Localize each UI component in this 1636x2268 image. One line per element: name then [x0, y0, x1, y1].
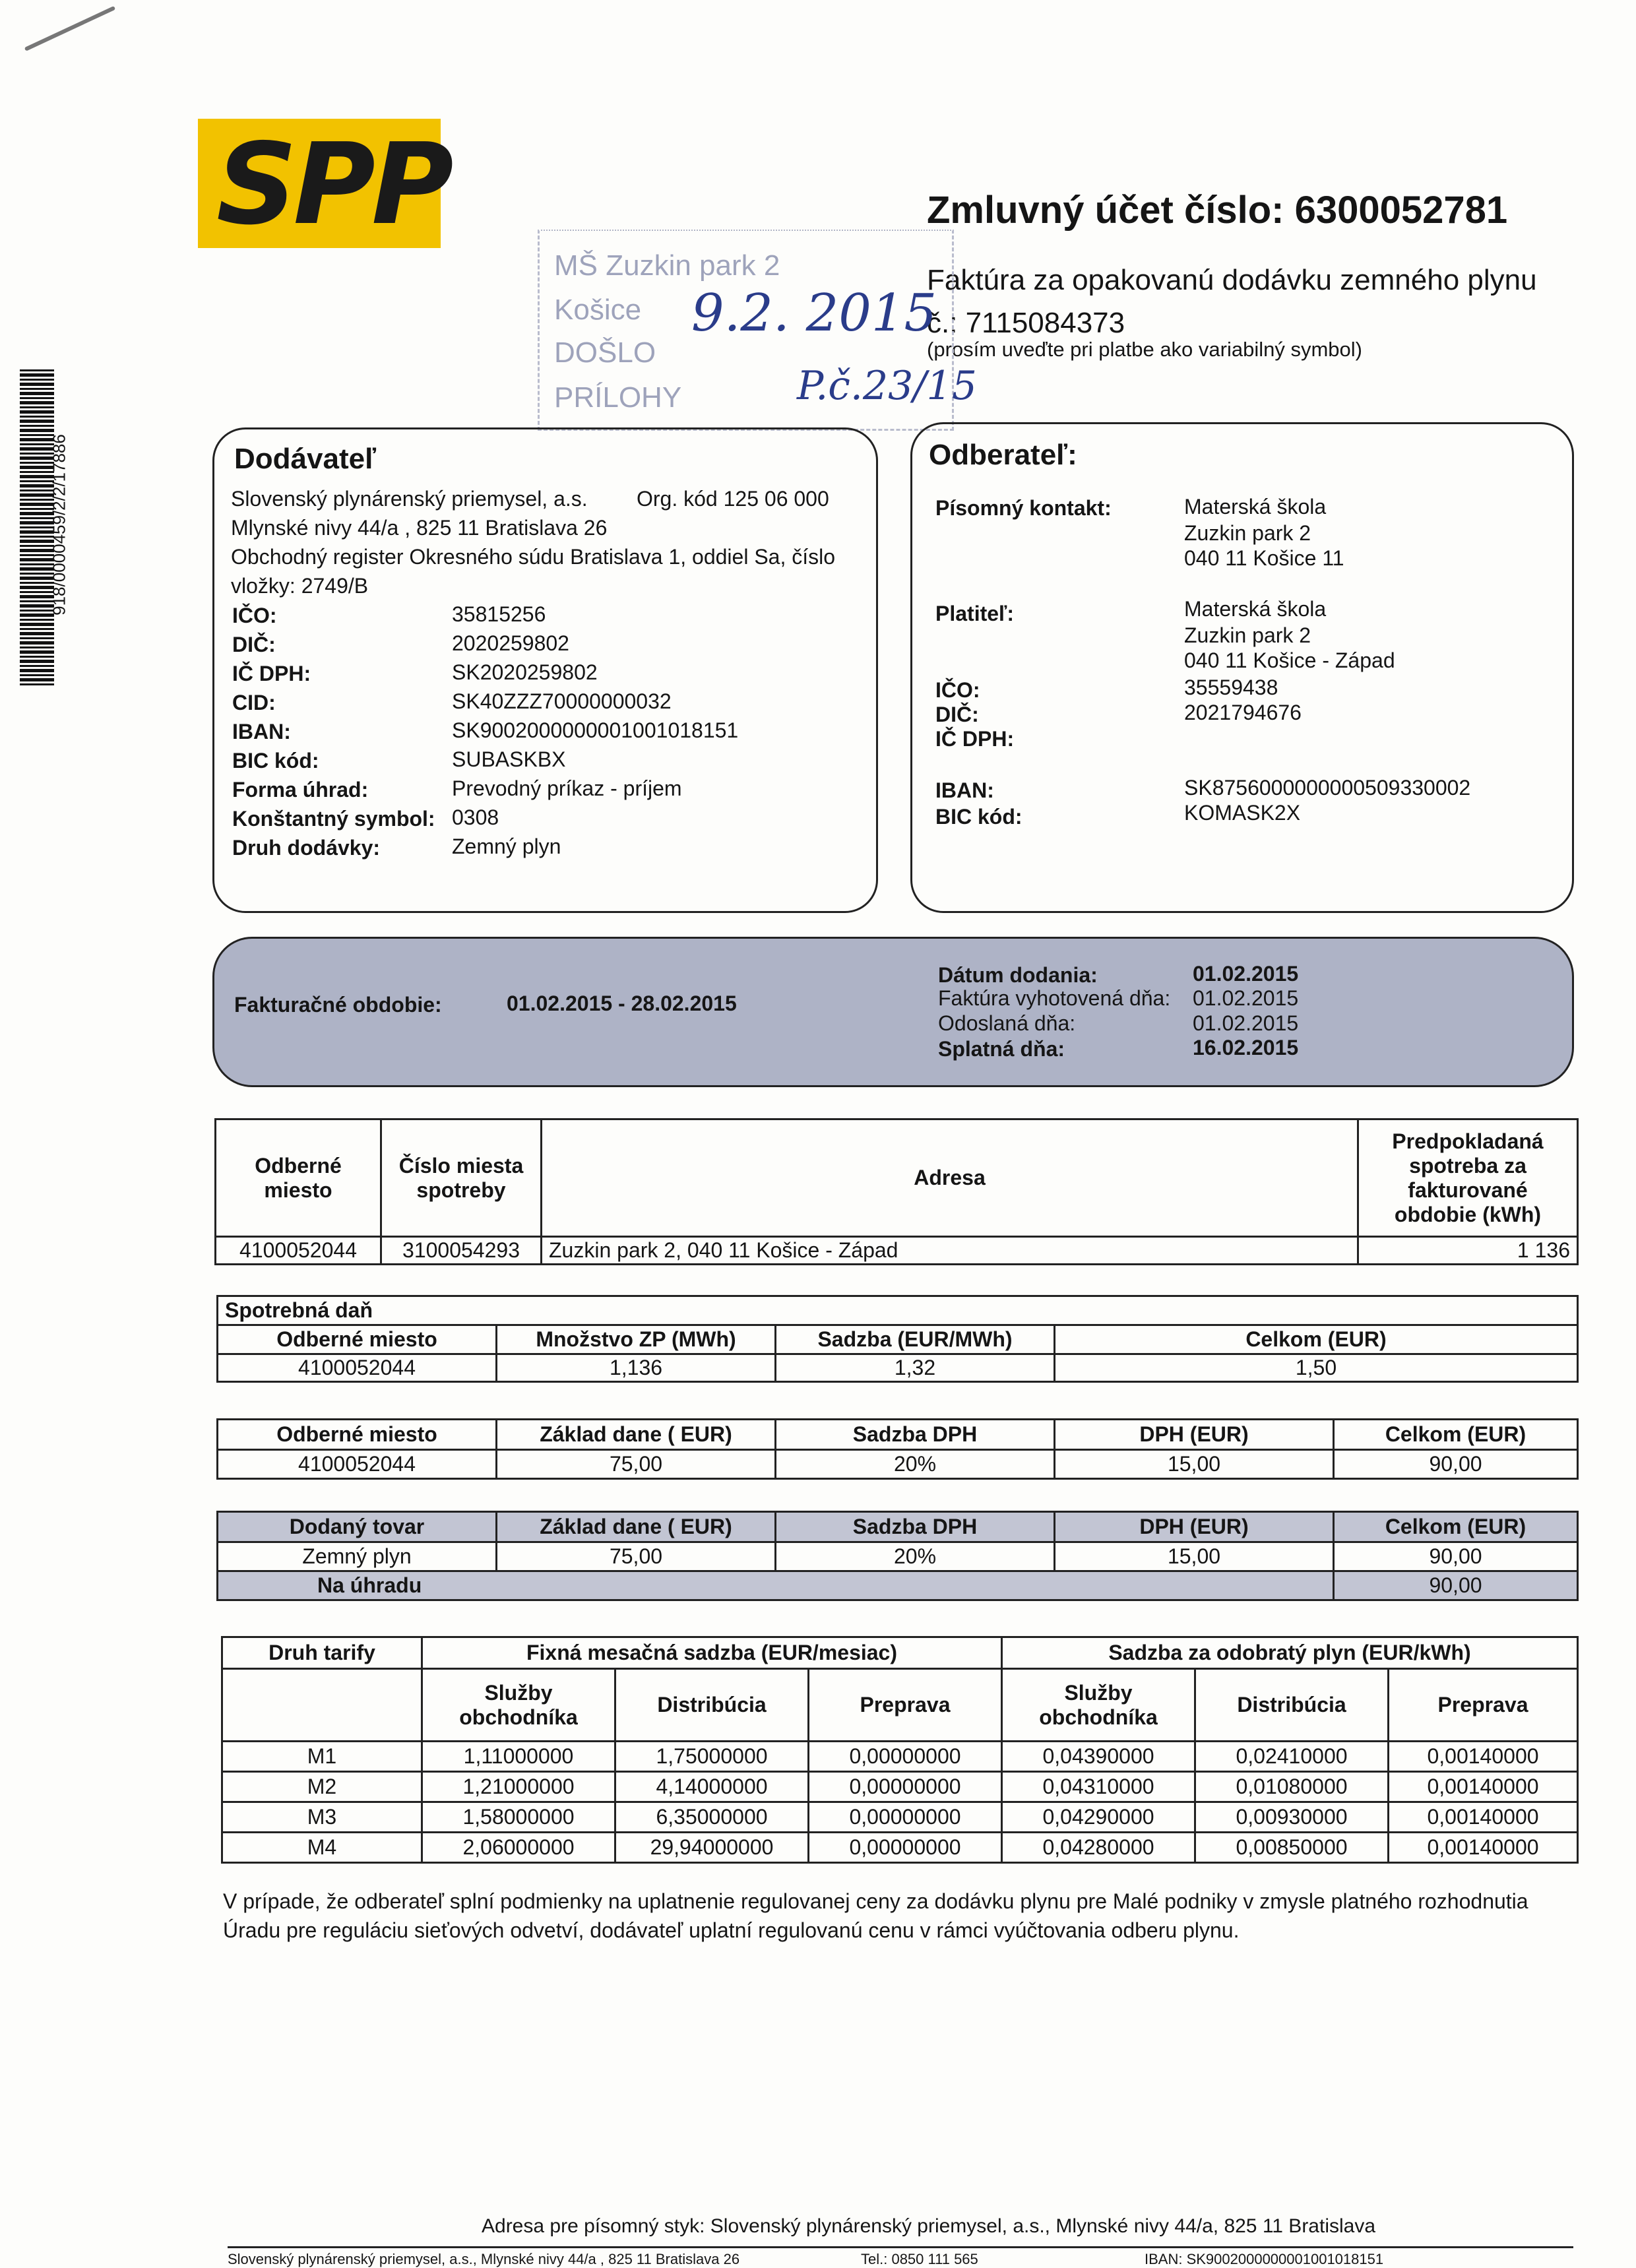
footer-phone: Tel.: 0850 111 565: [861, 2251, 978, 2267]
supplier-field-label: DIČ:: [232, 633, 276, 656]
payer-line: 040 11 Košice - Západ: [1184, 648, 1395, 672]
delivery-label: Dátum dodania:: [938, 963, 1098, 987]
excise-rate: 1,32: [776, 1354, 1055, 1382]
th-place: Odberné miesto: [216, 1119, 381, 1237]
account-number: 6300052781: [1294, 189, 1508, 232]
tariff-row: [222, 1742, 1578, 1772]
goods-name: Zemný plyn: [218, 1542, 497, 1571]
tariff-type: M1: [222, 1742, 422, 1772]
tariff-rate: 0,00850000: [1195, 1833, 1389, 1863]
th-excise-amount: Množstvo ZP (MWh): [497, 1325, 776, 1354]
supplier-field-value: SUBASKBX: [452, 747, 566, 771]
barcode-number: 918/0000459/2/2/17886: [49, 434, 69, 615]
amount-due: 90,00: [1334, 1571, 1578, 1600]
supplier-org-code: Org. kód 125 06 000: [637, 487, 829, 511]
goods-rate: 20%: [776, 1542, 1055, 1571]
th-vat-rate: Sadzba DPH: [776, 1420, 1055, 1450]
goods-vat: 15,00: [1055, 1542, 1334, 1571]
place-address: Zuzkin park 2, 040 11 Košice - Západ: [542, 1237, 1358, 1265]
tariff-rate: 0,00930000: [1195, 1802, 1389, 1833]
handwritten-ref: P.č.23/15: [797, 363, 977, 409]
tariff-rate: 0,02410000: [1195, 1742, 1389, 1772]
supplier-field-value: SK40ZZZ70000000032: [452, 689, 672, 713]
stamp-line: PRÍLOHY: [554, 381, 682, 414]
vat-table: [216, 1418, 1579, 1480]
stamp-line: DOŠLO: [554, 336, 656, 369]
tariff-rate: 0,00000000: [809, 1833, 1002, 1863]
goods-base: 75,00: [497, 1542, 776, 1571]
contact-line: Zuzkin park 2: [1184, 521, 1311, 545]
footer-company-name: Slovenský plynárenský priemysel, a.s., Mlynské nivy 44/a , 825 11 Bratislava 26: [228, 2251, 740, 2267]
customer-iban: SK8756000000000509330002: [1184, 776, 1471, 800]
tariff-rate: 1,21000000: [422, 1772, 615, 1802]
tariff-rate: 0,04280000: [1002, 1833, 1195, 1863]
vat-base: 75,00: [497, 1450, 776, 1479]
th-excise-rate: Sadzba (EUR/MWh): [776, 1325, 1055, 1354]
customer-ico-label: IČO:: [935, 678, 980, 702]
customer-dic-label: DIČ:: [935, 703, 979, 726]
tariff-type: M3: [222, 1802, 422, 1833]
spp-logo: [198, 119, 450, 250]
vat-amount: 15,00: [1055, 1450, 1334, 1479]
received-stamp: [538, 230, 977, 431]
period-value: 01.02.2015 - 28.02.2015: [507, 992, 737, 1015]
goods-total: 90,00: [1334, 1542, 1578, 1571]
tariff-rate: 6,35000000: [615, 1802, 809, 1833]
sent-date: 01.02.2015: [1193, 1011, 1299, 1035]
excise-total: 1,50: [1055, 1354, 1578, 1382]
place-id: 4100052044: [216, 1237, 381, 1265]
th-fixed-transport: Preprava: [809, 1669, 1002, 1742]
supplier-field-value: 2020259802: [452, 631, 569, 655]
th-fixed-services: Služby obchodníka: [422, 1669, 615, 1742]
tariff-type: M2: [222, 1772, 422, 1802]
tariff-rate: 29,94000000: [615, 1833, 809, 1863]
regulation-note: V prípade, že odberateľ splní podmienky na uplatnenie regulovanej ceny za dodávku plynu pre Malé podniky v zmysle platného rozhodnutia Úradu pre reguláciu sieťových odvetví, dodávateľ uplatní regulovanú cenu v rámci vyúčtovania odberu plynu.: [223, 1889, 1528, 1942]
th-vat-base: Základ dane ( EUR): [497, 1420, 776, 1450]
customer-ico: 35559438: [1184, 676, 1278, 699]
supplier-address: Mlynské nivy 44/a , 825 11 Bratislava 26: [231, 516, 608, 540]
tariff-row: [222, 1802, 1578, 1833]
supplier-field-value: SK2020259802: [452, 660, 598, 684]
th-vat-place: Odberné miesto: [218, 1420, 497, 1450]
pen-mark: [24, 6, 115, 51]
supplier-field-label: IČ DPH:: [232, 662, 311, 685]
stamp-line: Košice: [554, 294, 642, 326]
period-label: Fakturačné obdobie:: [234, 993, 442, 1017]
invoice-title: Faktúra za opakovanú dodávku zemného plynu: [927, 264, 1537, 296]
th-goods-rate: Sadzba DPH: [776, 1512, 1055, 1542]
th-vat-total: Celkom (EUR): [1334, 1420, 1578, 1450]
supplier-field-label: Forma úhrad:: [232, 778, 369, 802]
supplier-field-label: IBAN:: [232, 720, 291, 743]
customer-bic: KOMASK2X: [1184, 801, 1301, 825]
tariff-rate: 0,00140000: [1389, 1772, 1578, 1802]
tariff-rate: 2,06000000: [422, 1833, 615, 1863]
excise-tax-table: [216, 1295, 1579, 1383]
stamp-line: MŠ Zuzkin park 2: [554, 249, 780, 282]
tariff-rate: 0,04390000: [1002, 1742, 1195, 1772]
customer-icdph-label: IČ DPH:: [935, 727, 1015, 751]
supplier-register-2: vložky: 2749/B: [231, 574, 369, 598]
due-date: 16.02.2015: [1193, 1036, 1299, 1059]
supplier-name: Slovenský plynárenský priemysel, a.s.: [231, 487, 588, 511]
supplier-field-label: Konštantný symbol:: [232, 807, 435, 831]
vat-place: 4100052044: [218, 1450, 497, 1479]
invoice-note: (prosím uveďte pri platbe ako variabilný symbol): [927, 338, 1362, 361]
due-label: Splatná dňa:: [938, 1037, 1065, 1061]
th-tariff-type: Druh tarify: [222, 1637, 422, 1669]
supplier-field-label: BIC kód:: [232, 749, 319, 772]
excise-amount: 1,136: [497, 1354, 776, 1382]
tariff-rate: 0,00000000: [809, 1802, 1002, 1833]
th-var-transport: Preprava: [1389, 1669, 1578, 1742]
tariff-rate: 0,00140000: [1389, 1802, 1578, 1833]
supplier-field-value: 35815256: [452, 602, 546, 626]
payer-line: Materská škola: [1184, 597, 1327, 621]
supplier-register: Obchodný register Okresného súdu Bratislava 1, oddiel Sa, číslo: [231, 545, 836, 569]
sent-label: Odoslaná dňa:: [938, 1011, 1076, 1035]
tariff-type: M4: [222, 1833, 422, 1863]
footer-address: Adresa pre písomný styk: Slovenský plynárenský priemysel, a.s., Mlynské nivy 44/a, 825 11 Bratislava: [482, 2215, 1376, 2237]
vat-total: 90,00: [1334, 1450, 1578, 1479]
place-estimate: 1 136: [1358, 1237, 1578, 1265]
th-place-number: Číslo miesta spotreby: [381, 1119, 542, 1237]
th-fixed-distribution: Distribúcia: [615, 1669, 809, 1742]
footer-iban: IBAN: SK9002000000001001018151: [1145, 2251, 1384, 2267]
footer-company: [228, 2246, 1573, 2268]
supplier-field-label: IČO:: [232, 604, 277, 627]
handwritten-date: 9.2. 2015: [691, 284, 937, 343]
tariff-rate: 1,58000000: [422, 1802, 615, 1833]
payer-label: Platiteľ:: [935, 602, 1015, 625]
vat-rate: 20%: [776, 1450, 1055, 1479]
amount-due-label: Na úhradu: [218, 1571, 1334, 1600]
place-number: 3100054293: [381, 1237, 542, 1265]
consumption-place-table: [214, 1118, 1579, 1265]
goods-table: [216, 1511, 1579, 1601]
th-goods-vat: DPH (EUR): [1055, 1512, 1334, 1542]
tariff-rate: 0,04290000: [1002, 1802, 1195, 1833]
th-address: Adresa: [542, 1119, 1358, 1237]
issued-label: Faktúra vyhotovená dňa:: [938, 986, 1171, 1010]
th-var-services: Služby obchodníka: [1002, 1669, 1195, 1742]
tariff-row: [222, 1772, 1578, 1802]
supplier-field-value: Zemný plyn: [452, 835, 561, 858]
supplier-field-value: 0308: [452, 805, 499, 829]
tariff-rate: 0,00140000: [1389, 1742, 1578, 1772]
customer-iban-label: IBAN:: [935, 778, 994, 802]
supplier-field-label: Druh dodávky:: [232, 836, 381, 860]
th-excise-place: Odberné miesto: [218, 1325, 497, 1354]
tariff-row: [222, 1833, 1578, 1863]
tariff-rate: 1,11000000: [422, 1742, 615, 1772]
th-estimate: Predpokladaná spotreba za fakturované obdobie (kWh): [1358, 1119, 1578, 1237]
th-goods: Dodaný tovar: [218, 1512, 497, 1542]
tariff-rate: 4,14000000: [615, 1772, 809, 1802]
tariff-rate: 0,00140000: [1389, 1833, 1578, 1863]
account-heading: Zmluvný účet číslo: 6300052781: [927, 189, 1508, 232]
issued-date: 01.02.2015: [1193, 986, 1299, 1010]
excise-place: 4100052044: [218, 1354, 497, 1382]
tariff-rate: 0,04310000: [1002, 1772, 1195, 1802]
tariff-rate: 1,75000000: [615, 1742, 809, 1772]
tariff-rate: 0,00000000: [809, 1772, 1002, 1802]
supplier-field-value: SK9002000000001001018151: [452, 718, 739, 742]
contact-line: Materská škola: [1184, 495, 1327, 519]
payer-line: Zuzkin park 2: [1184, 623, 1311, 647]
th-fixed-rate: Fixná mesačná sadzba (EUR/mesiac): [422, 1637, 1002, 1669]
excise-title: Spotrebná daň: [218, 1296, 1578, 1325]
th-excise-total: Celkom (EUR): [1055, 1325, 1578, 1354]
tariff-rate: 0,00000000: [809, 1742, 1002, 1772]
supplier-title: Dodávateľ: [234, 443, 377, 475]
invoice-number: č.: 7115084373: [927, 307, 1125, 339]
logo-text: SPP: [216, 119, 450, 250]
th-goods-base: Základ dane ( EUR): [497, 1512, 776, 1542]
th-var-distribution: Distribúcia: [1195, 1669, 1389, 1742]
th-vat-amount: DPH (EUR): [1055, 1420, 1334, 1450]
tariff-table: [221, 1636, 1579, 1864]
tariff-rate: 0,01080000: [1195, 1772, 1389, 1802]
contact-label: Písomný kontakt:: [935, 496, 1112, 520]
customer-title: Odberateľ:: [929, 439, 1077, 471]
supplier-field-value: Prevodný príkaz - príjem: [452, 776, 682, 800]
customer-bic-label: BIC kód:: [935, 805, 1022, 829]
supplier-field-label: CID:: [232, 691, 276, 714]
contact-line: 040 11 Košice 11: [1184, 546, 1344, 570]
th-goods-total: Celkom (EUR): [1334, 1512, 1578, 1542]
th-variable-rate: Sadzba za odobratý plyn (EUR/kWh): [1002, 1637, 1578, 1669]
customer-dic: 2021794676: [1184, 701, 1302, 724]
delivery-date: 01.02.2015: [1193, 962, 1299, 986]
